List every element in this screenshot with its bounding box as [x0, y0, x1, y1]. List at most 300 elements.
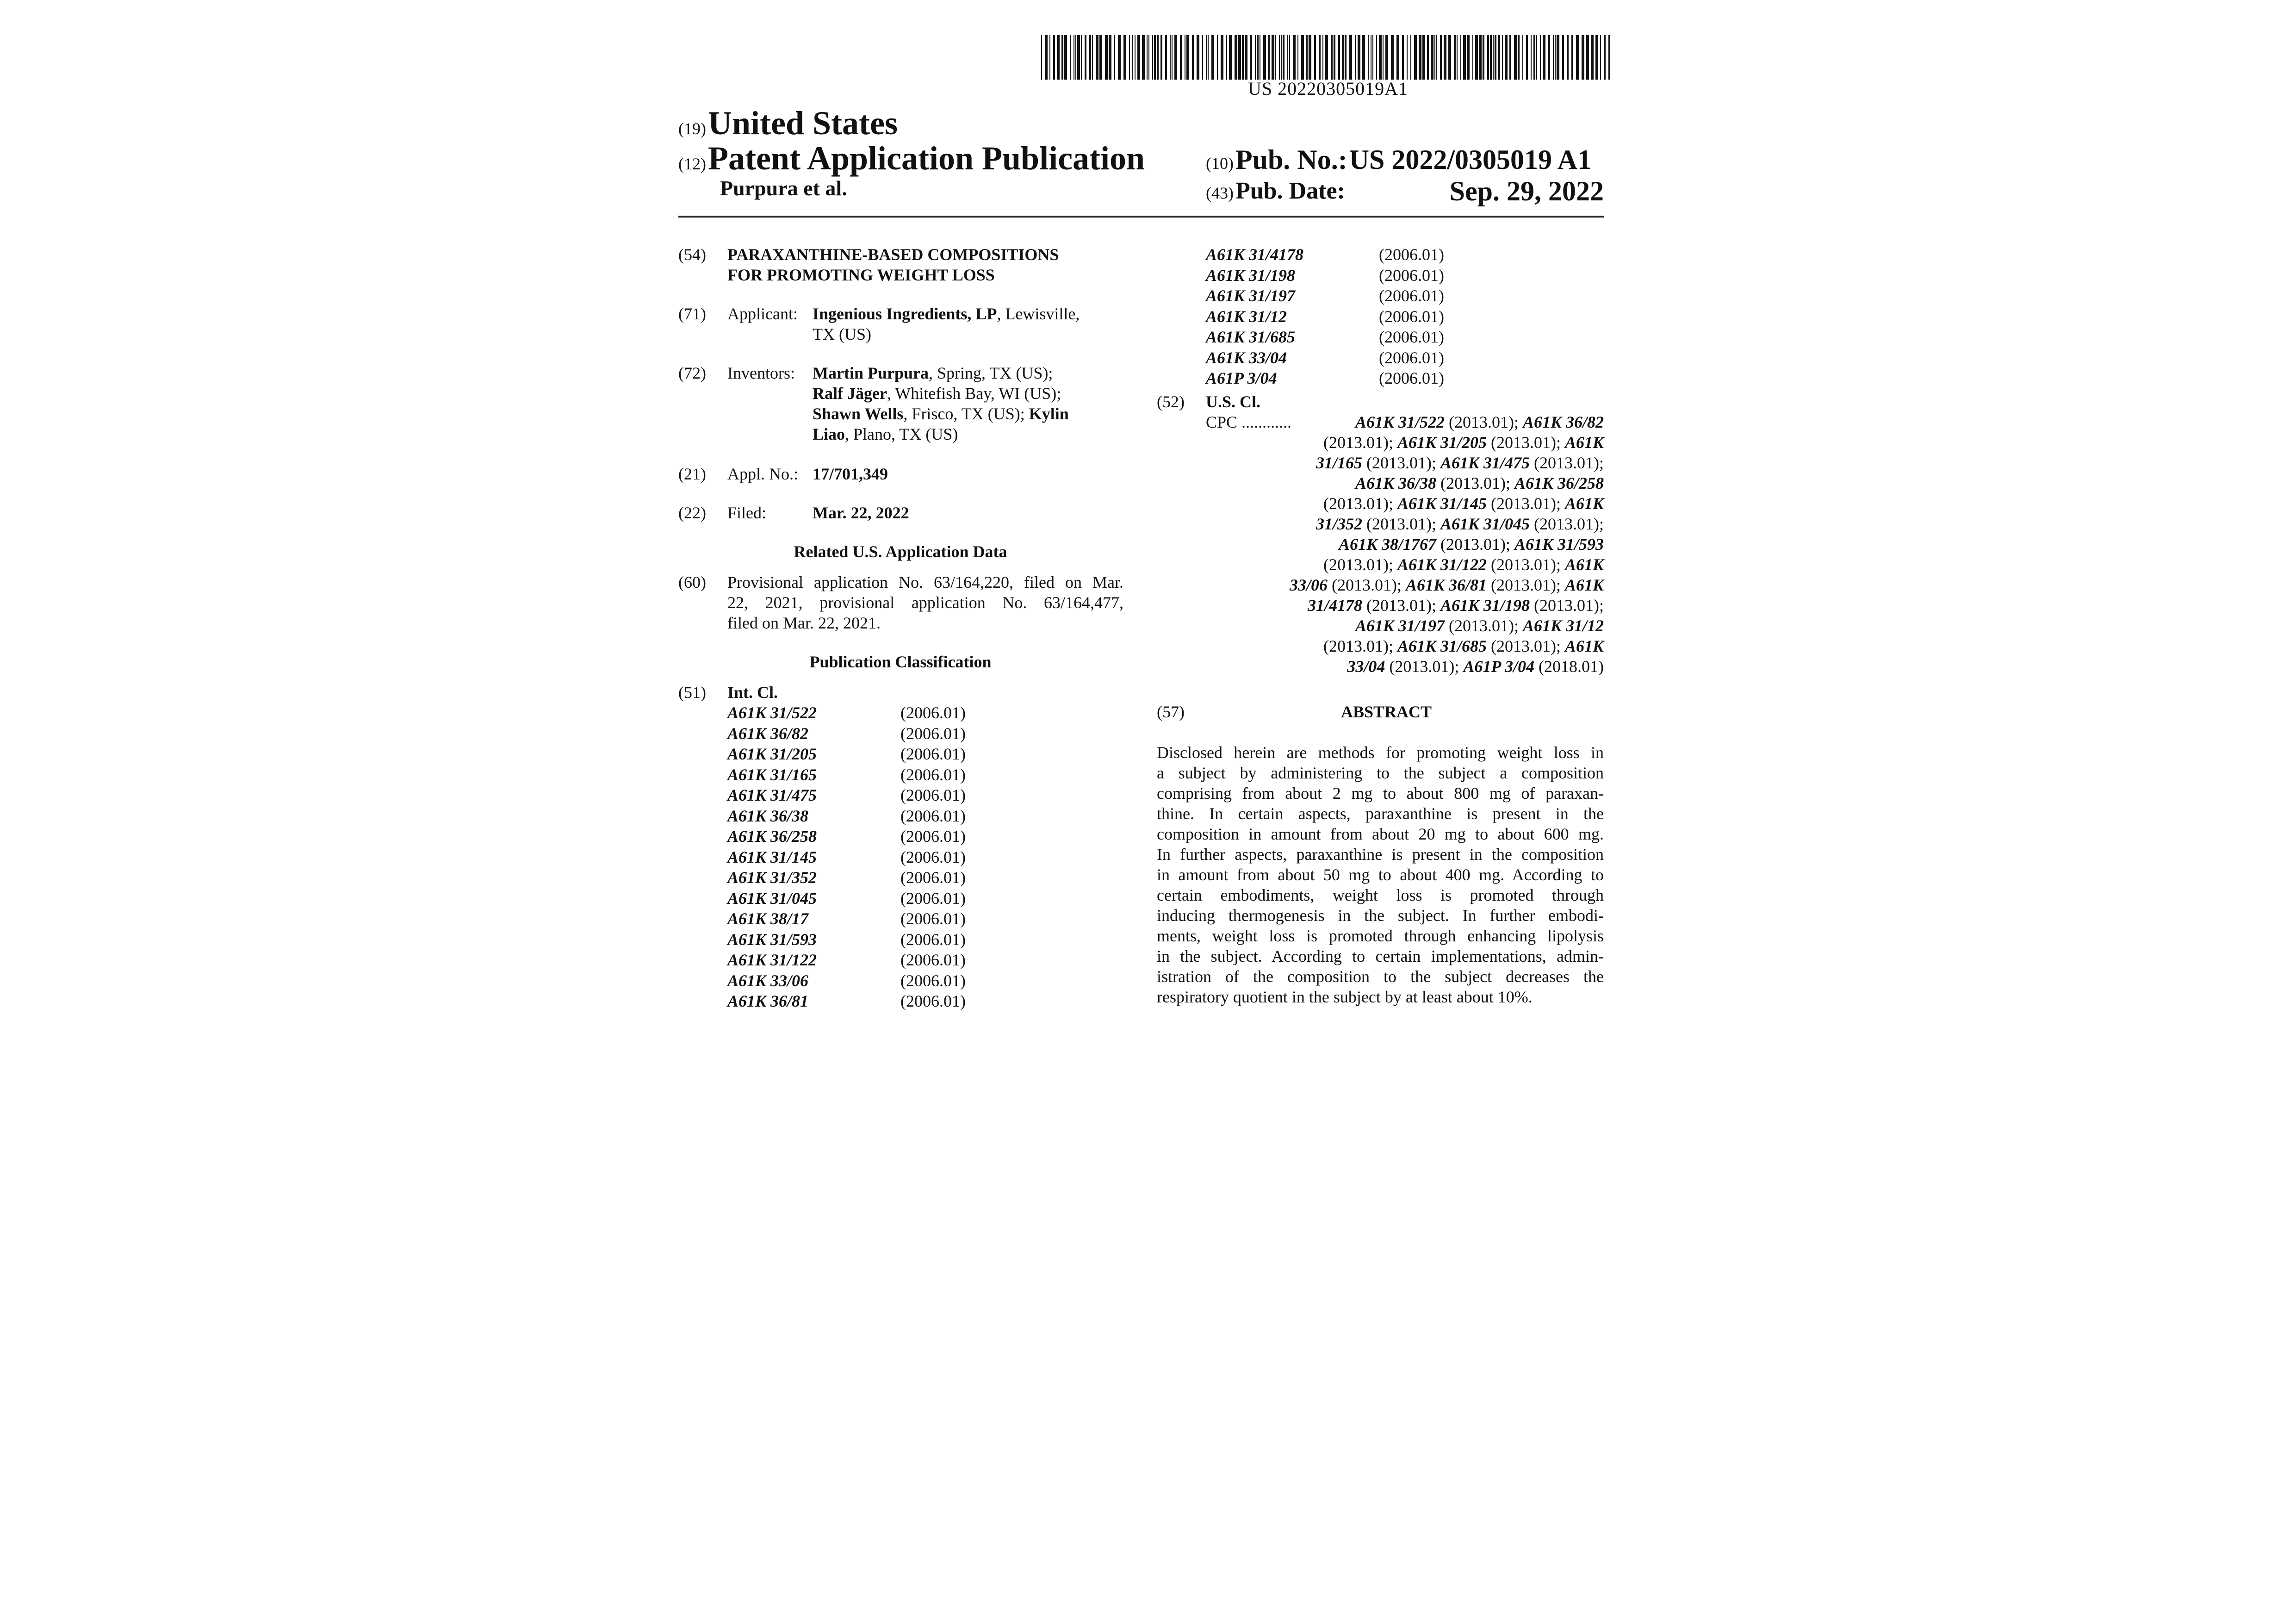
barcode-bar [1245, 35, 1247, 80]
barcode-bar [1407, 35, 1408, 80]
barcode [1041, 35, 1615, 80]
inid-code: (10) [1206, 154, 1234, 173]
cpc-code: 31/4178 [1307, 596, 1362, 615]
barcode-bar [1105, 35, 1108, 80]
barcode-bar [1114, 35, 1115, 80]
int-cl-version: (2006.01) [900, 889, 966, 908]
int-cl-code: A61K 31/197 [1206, 286, 1296, 305]
applicant-location: TX (US) [813, 325, 871, 343]
applicant-name: Ingenious Ingredients, LP [813, 305, 997, 323]
barcode-bar [1431, 35, 1433, 80]
cpc-version: (2013.01); [1486, 494, 1565, 513]
cpc-code: A61K 36/38 [1355, 474, 1436, 492]
provisional-line: filed on Mar. 22, 2021. [727, 614, 881, 632]
barcode-bar [1342, 35, 1344, 80]
int-cl-table [727, 703, 1005, 1013]
pub-number-line [1206, 143, 1591, 176]
barcode-bar [1483, 35, 1484, 80]
barcode-bar [1322, 35, 1323, 80]
barcode-bar [1070, 35, 1071, 80]
int-cl-version: (2006.01) [900, 703, 966, 722]
int-cl-code: A61K 31/205 [727, 745, 817, 763]
int-cl-row [727, 826, 1005, 846]
abstract-heading: ABSTRACT [1340, 703, 1432, 721]
barcode-bar [1536, 35, 1537, 80]
barcode-bar [1283, 35, 1285, 80]
barcode-bar [1533, 35, 1535, 80]
barcode-bar [1238, 35, 1241, 80]
filed-label: Filed: [727, 504, 767, 522]
applicant [813, 304, 1080, 344]
publication-classification-heading: Publication Classification [809, 653, 992, 671]
barcode-bar [1242, 35, 1244, 80]
barcode-bar [1487, 35, 1489, 80]
barcode-bar [1422, 35, 1425, 80]
cpc-code: A61K [1564, 433, 1604, 452]
barcode-bar [1314, 35, 1316, 80]
cpc-version: (2013.01); [1444, 616, 1523, 635]
int-cl-row [1206, 306, 1483, 327]
int-cl-version: (2006.01) [900, 786, 966, 804]
cpc-code: 33/04 [1347, 657, 1385, 676]
barcode-bar [1049, 35, 1050, 80]
barcode-bar [1041, 35, 1042, 80]
cpc-code: A61K 31/593 [1514, 535, 1604, 554]
barcode-bar [1434, 35, 1435, 80]
int-cl-row [727, 806, 1005, 826]
pub-type-line [678, 140, 1145, 177]
barcode-bar [1514, 35, 1517, 80]
barcode-bar [1165, 35, 1167, 80]
barcode-bar [1355, 35, 1356, 80]
cpc-code: A61K 36/82 [1522, 413, 1604, 431]
barcode-bar [1586, 35, 1589, 80]
us-cl-label: U.S. Cl. [1206, 392, 1261, 411]
barcode-bar [1460, 35, 1461, 80]
barcode-bar [1454, 35, 1456, 80]
abstract-line: ments, weight loss is promoted through enhancing lipolysis [1157, 927, 1604, 945]
barcode-bar [1498, 35, 1500, 80]
int-cl-row [727, 929, 1005, 950]
int-cl-code: A61K 33/04 [1206, 348, 1287, 367]
barcode-bar [1555, 35, 1556, 80]
inventor-name: Liao [813, 425, 845, 443]
int-cl-code: A61K 31/145 [727, 847, 817, 866]
barcode-bar [1502, 35, 1503, 80]
int-cl-version: (2006.01) [1379, 369, 1444, 387]
barcode-bar [1170, 35, 1171, 80]
barcode-number: US 20220305019A1 [1247, 78, 1409, 99]
int-cl-row [727, 888, 1005, 908]
inid-code: (52) [1157, 392, 1185, 411]
cpc-version: (2013.01); [1486, 576, 1565, 594]
int-cl-row [1206, 348, 1483, 368]
abstract-line: istration of the composition to the subject decreases the [1157, 967, 1604, 986]
int-cl-code: A61K 31/352 [727, 868, 817, 887]
barcode-bar [1174, 35, 1177, 80]
int-cl-row [727, 785, 1005, 805]
barcode-bar [1595, 35, 1598, 80]
int-cl-row [727, 744, 1005, 764]
barcode-bar [1493, 35, 1494, 80]
inventors-label: Inventors: [727, 364, 795, 382]
abstract-line: In further aspects, paraxanthine is present in the composition [1157, 845, 1604, 864]
int-cl-code: A61K 31/122 [727, 951, 817, 969]
int-cl-code: A61P 3/04 [1206, 369, 1277, 387]
inventor-name: Ralf Jäger [813, 384, 887, 403]
barcode-bar [1263, 35, 1266, 80]
barcode-bar [1057, 35, 1060, 80]
barcode-bar [1475, 35, 1478, 80]
cpc-code: A61K 31/197 [1355, 616, 1445, 635]
cpc-code: A61K 31/145 [1397, 494, 1487, 513]
barcode-bar [1376, 35, 1377, 80]
pub-number-label: Pub. No.: [1235, 144, 1347, 175]
barcode-bar [1061, 35, 1063, 80]
pub-date-line [1206, 175, 1604, 207]
barcode-bar [1152, 35, 1153, 80]
inventor-location: , Spring, TX (US); [928, 364, 1053, 382]
int-cl-version: (2006.01) [900, 971, 966, 990]
barcode-bar [1160, 35, 1162, 80]
int-cl-version: (2006.01) [900, 930, 966, 949]
int-cl-code: A61K 36/82 [727, 724, 809, 743]
barcode-bar [1186, 35, 1189, 80]
country: United States [707, 105, 898, 142]
int-cl-row [727, 723, 1005, 744]
barcode-bar [1349, 35, 1352, 80]
barcode-bar [1096, 35, 1098, 80]
abstract-line: in amount from about 50 mg to about 400 mg. According to [1157, 865, 1604, 884]
cpc-classification [1206, 412, 1604, 677]
inid-code: (21) [678, 465, 706, 483]
provisional-line: Provisional application No. 63/164,220, filed on Mar. [727, 573, 1123, 591]
int-cl-version: (2006.01) [1379, 266, 1444, 285]
cpc-code: A61K [1564, 576, 1604, 594]
abstract-line: comprising from about 2 mg to about 800 mg of paraxan- [1157, 784, 1604, 803]
barcode-bar [1600, 35, 1601, 80]
country-line [678, 105, 898, 142]
barcode-bar [1604, 35, 1606, 80]
cpc-version: (2013.01); [1530, 515, 1604, 533]
barcode-bar [1092, 35, 1093, 80]
barcode-bar [1272, 35, 1274, 80]
abstract-line: Disclosed herein are methods for promoting weight loss in [1157, 743, 1604, 762]
int-cl-code: A61K 31/198 [1206, 266, 1296, 285]
barcode-bar [1250, 35, 1252, 80]
cpc-code: A61K 31/475 [1440, 454, 1530, 472]
cpc-version: (2013.01); [1436, 474, 1514, 492]
cpc-code: A61K [1564, 555, 1604, 574]
int-cl-version: (2006.01) [900, 765, 966, 784]
inid-code: (60) [678, 573, 706, 591]
barcode-bar [1553, 35, 1554, 80]
filed-date: Mar. 22, 2022 [813, 504, 909, 522]
applicant-label: Applicant: [727, 305, 798, 323]
authors: Purpura et al. [720, 176, 847, 200]
barcode-bar [1567, 35, 1569, 80]
int-cl-row [727, 971, 1005, 991]
barcode-bar [1226, 35, 1227, 80]
barcode-bar [1077, 35, 1080, 80]
int-cl-row [727, 950, 1005, 970]
barcode-bar [1463, 35, 1466, 80]
barcode-bar [1045, 35, 1048, 80]
title-line: FOR PROMOTING WEIGHT LOSS [727, 266, 995, 284]
barcode-bar [1309, 35, 1311, 80]
cpc-code: 31/165 [1316, 454, 1362, 472]
barcode-bar [1325, 35, 1328, 80]
cpc-version: (2013.01); [1323, 637, 1397, 655]
int-cl-version: (2006.01) [1379, 286, 1444, 305]
inid-code: (22) [678, 504, 706, 522]
int-cl-version: (2006.01) [900, 806, 966, 825]
barcode-bar [1135, 35, 1136, 80]
barcode-bar [1427, 35, 1429, 80]
barcode-bar [1505, 35, 1508, 80]
inid-code: (57) [1157, 703, 1185, 721]
inid-code: (51) [678, 683, 706, 702]
pub-number: US 2022/0305019 A1 [1349, 144, 1592, 175]
barcode-bar [1334, 35, 1335, 80]
barcode-bar [1576, 35, 1579, 80]
barcode-bar [1132, 35, 1133, 80]
abstract-line: thine. In certain aspects, paraxanthine is present in the [1157, 804, 1604, 823]
cpc-version: (2013.01); [1362, 515, 1440, 533]
appl-no: 17/701,349 [813, 465, 888, 483]
barcode-bar [1221, 35, 1223, 80]
cpc-code: 33/06 [1289, 576, 1328, 594]
cpc-code: A61P 3/04 [1463, 657, 1535, 676]
barcode-bar [1548, 35, 1550, 80]
int-cl-code: A61K 31/685 [1206, 328, 1296, 346]
abstract-line: in the subject. According to certain implementations, admin- [1157, 947, 1604, 965]
barcode-bar [1192, 35, 1194, 80]
int-cl-version: (2006.01) [1379, 245, 1444, 264]
barcode-bar [1235, 35, 1237, 80]
barcode-bar [1385, 35, 1388, 80]
inid-code: (43) [1206, 184, 1234, 202]
barcode-bar [1414, 35, 1417, 80]
int-cl-version: (2006.01) [900, 992, 966, 1010]
barcode-bar [1338, 35, 1340, 80]
barcode-bar [1217, 35, 1218, 80]
abstract-text [1157, 742, 1604, 1007]
barcode-bar [1206, 35, 1207, 80]
int-cl-code: A61K 31/045 [727, 889, 817, 908]
barcode-bar [1279, 35, 1280, 80]
title-line: PARAXANTHINE-BASED COMPOSITIONS [727, 245, 1059, 264]
barcode-bar [1172, 35, 1173, 80]
barcode-bar [1490, 35, 1492, 80]
int-cl-version: (2006.01) [1379, 328, 1444, 346]
provisional-application [727, 572, 1123, 633]
abstract-line: certain embodiments, weight loss is promoted through [1157, 886, 1604, 904]
barcode-bar [1289, 35, 1290, 80]
barcode-bar [1540, 35, 1541, 80]
barcode-bar [1345, 35, 1347, 80]
header-rule [678, 216, 1604, 218]
barcode-bar [1608, 35, 1610, 80]
barcode-bar [1319, 35, 1321, 80]
int-cl-version: (2006.01) [900, 868, 966, 887]
int-cl-code: A61K 33/06 [727, 971, 809, 990]
int-cl-code: A61K 31/165 [727, 765, 817, 784]
applicant-location: , Lewisville, [997, 305, 1080, 323]
cpc-version: (2013.01); [1362, 596, 1440, 615]
inid-code: (72) [678, 364, 706, 382]
barcode-bar [1129, 35, 1130, 80]
barcode-bar [1557, 35, 1559, 80]
barcode-bar [1123, 35, 1126, 80]
barcode-bar [1287, 35, 1288, 80]
barcode-bar [1053, 35, 1055, 80]
barcode-bar [1306, 35, 1308, 80]
barcode-bar [1562, 35, 1564, 80]
int-cl-version: (2006.01) [1379, 348, 1444, 367]
barcode-bar [1440, 35, 1442, 80]
barcode-bar [1085, 35, 1086, 80]
cpc-code: A61K 38/1767 [1338, 535, 1436, 554]
cpc-code: A61K [1564, 637, 1604, 655]
cpc-code: A61K 31/122 [1397, 555, 1487, 574]
barcode-bar [1358, 35, 1360, 80]
barcode-bar [1518, 35, 1520, 80]
barcode-bar [1202, 35, 1203, 80]
int-cl-row [1206, 244, 1483, 265]
barcode-bar [1402, 35, 1404, 80]
barcode-bar [1472, 35, 1473, 80]
cpc-version: (2018.01) [1534, 657, 1604, 676]
barcode-bar [1444, 35, 1446, 80]
barcode-bar [1154, 35, 1156, 80]
cpc-version: (2013.01); [1323, 555, 1397, 574]
barcode-bar [1148, 35, 1149, 80]
barcode-bar [1396, 35, 1399, 80]
cpc-version: (2013.01); [1444, 413, 1523, 431]
cpc-code: 31/352 [1316, 515, 1362, 533]
cpc-code: A61K 31/205 [1397, 433, 1487, 452]
int-cl-row [727, 847, 1005, 867]
barcode-bar [1064, 35, 1067, 80]
barcode-bar [1383, 35, 1384, 80]
pub-date-label: Pub. Date: [1235, 178, 1345, 204]
cpc-code: A61K [1564, 494, 1604, 513]
inid-code: (54) [678, 245, 706, 264]
barcode-bar [1379, 35, 1382, 80]
appl-no-label: Appl. No.: [727, 465, 798, 483]
int-cl-code: A61K 31/522 [727, 703, 817, 722]
barcode-bar [1142, 35, 1145, 80]
barcode-bar [1099, 35, 1102, 80]
barcode-bar [1419, 35, 1421, 80]
barcode-bar [1591, 35, 1594, 80]
int-cl-version: (2006.01) [900, 909, 966, 928]
barcode-bar [1081, 35, 1082, 80]
barcode-bar [1331, 35, 1333, 80]
inventor-name: Shawn Wells [813, 404, 904, 423]
barcode-bar [1293, 35, 1296, 80]
barcode-bar [1571, 35, 1573, 80]
int-cl-code: A61K 31/475 [727, 786, 817, 804]
inid-code: (12) [678, 155, 706, 173]
barcode-bar [1257, 35, 1259, 80]
int-cl-row [727, 908, 1005, 929]
barcode-bar [1275, 35, 1276, 80]
cpc-code: A61K 31/522 [1355, 413, 1445, 431]
barcode-bar [1391, 35, 1394, 80]
publication-type: Patent Application Publication [707, 140, 1145, 177]
barcode-bar [1301, 35, 1304, 80]
int-cl-code: A61K 31/593 [727, 930, 817, 949]
barcode-bar [1229, 35, 1232, 80]
int-cl-code: A61K 38/17 [727, 909, 809, 928]
cpc-code: A61K 31/12 [1522, 616, 1604, 635]
int-cl-version: (2006.01) [1379, 307, 1444, 326]
int-cl-row [727, 765, 1005, 785]
inventor-name: Martin Purpura [813, 364, 929, 382]
inventor-name: Kylin [1029, 404, 1069, 423]
inid-code: (19) [678, 119, 706, 138]
invention-title [727, 244, 1059, 285]
int-cl-version: (2006.01) [900, 724, 966, 743]
cpc-code: A61K 36/81 [1405, 576, 1487, 594]
barcode-bar [1582, 35, 1584, 80]
int-cl-code: A61K 31/4178 [1206, 245, 1304, 264]
int-cl-row [1206, 327, 1483, 347]
abstract-line: composition in amount from about 20 mg to about 600 mg. [1157, 825, 1604, 843]
inventor-location: , Plano, TX (US) [845, 425, 958, 443]
cpc-version: (2013.01); [1436, 535, 1514, 554]
int-cl-row [727, 991, 1005, 1011]
int-cl-version: (2006.01) [900, 847, 966, 866]
cpc-code: A61K 31/685 [1397, 637, 1487, 655]
barcode-bar [1522, 35, 1523, 80]
barcode-bar [1268, 35, 1270, 80]
barcode-bar [1509, 35, 1511, 80]
barcode-bar [1410, 35, 1411, 80]
cpc-version: (2013.01); [1530, 596, 1604, 615]
int-cl-code: A61K 36/81 [727, 992, 809, 1010]
barcode-bar [1457, 35, 1458, 80]
int-cl-code: A61K 36/38 [727, 806, 809, 825]
barcode-bar [1208, 35, 1209, 80]
cpc-version: (2013.01); [1323, 433, 1397, 452]
barcode-bar [1281, 35, 1282, 80]
int-cl-row [1206, 286, 1483, 306]
cpc-version: (2013.01); [1486, 555, 1565, 574]
barcode-bar [1531, 35, 1532, 80]
barcode-bar [1467, 35, 1470, 80]
cpc-version: (2013.01); [1323, 494, 1397, 513]
barcode-bar [1436, 35, 1437, 80]
barcode-bar [1543, 35, 1545, 80]
cpc-version: (2013.01); [1385, 657, 1464, 676]
int-cl-table-continued [1206, 244, 1483, 388]
barcode-bar [1109, 35, 1111, 80]
abstract-line: a subject by administering to the subject a composition [1157, 764, 1604, 782]
inventors [813, 363, 1069, 444]
related-data-heading: Related U.S. Application Data [794, 542, 1007, 561]
inventor-location: , Whitefish Bay, WI (US); [887, 384, 1061, 403]
abstract-line: inducing thermogenesis in the subject. In further embodi- [1157, 906, 1604, 925]
cpc-label: CPC ............ [1206, 413, 1292, 431]
barcode-bar [1526, 35, 1528, 80]
cpc-version: (2013.01); [1486, 637, 1565, 655]
barcode-bar [1368, 35, 1369, 80]
barcode-bar [1147, 35, 1148, 80]
barcode-bar [1211, 35, 1214, 80]
